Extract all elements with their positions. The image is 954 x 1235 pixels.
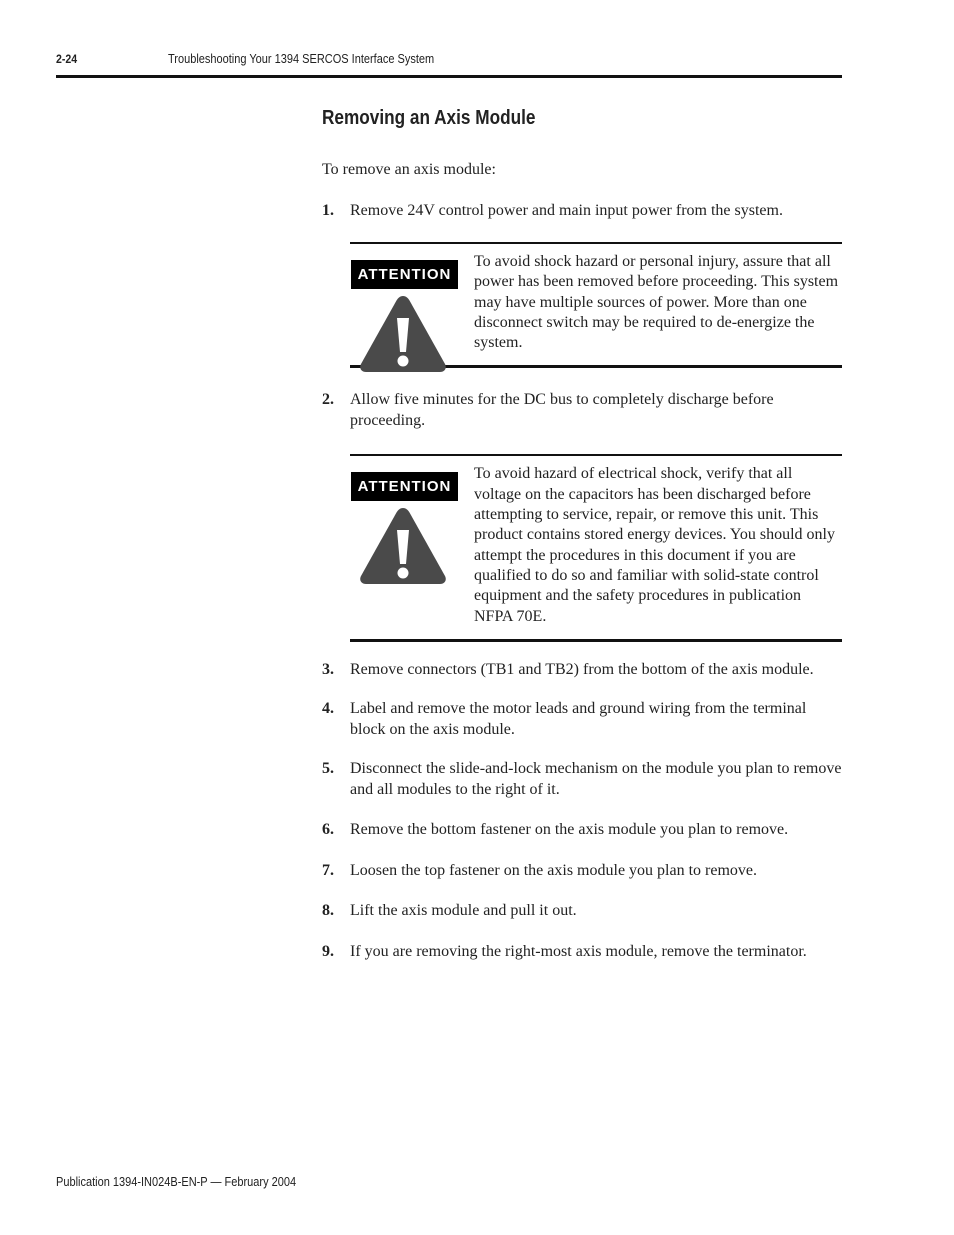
page-number: 2-24: [56, 52, 78, 66]
step-1: [322, 201, 842, 222]
step-text: Allow five minutes for the DC bus to completely discharge before proceeding.: [350, 391, 774, 429]
step-number: 3.: [322, 660, 334, 678]
main-content: [322, 106, 842, 962]
step-text: Label and remove the motor leads and ground wiring from the terminal block on the axis module.: [350, 700, 807, 738]
step-number: 6.: [322, 821, 334, 839]
step-text: Lift the axis module and pull it out.: [350, 902, 577, 920]
step-9: [322, 942, 842, 963]
step-number: 7.: [322, 861, 334, 879]
step-number: 1.: [322, 201, 334, 219]
step-number: 2.: [322, 391, 334, 409]
step-number: 4.: [322, 700, 334, 718]
intro-text: To remove an axis module:: [322, 161, 496, 178]
header-title: Troubleshooting Your 1394 SERCOS Interface System: [168, 52, 435, 66]
warning-exclamation-icon: [358, 292, 448, 376]
step-text: Loosen the top fastener on the axis module you plan to remove.: [350, 861, 758, 879]
step-number: 9.: [322, 942, 334, 960]
step-text: Remove 24V control power and main input power from the system.: [350, 201, 783, 219]
attention-label: ATTENTION: [351, 472, 458, 501]
attention-text: To avoid shock hazard or personal injury, assure that all power has been removed before proceeding. This system may have multiple sources of power. More than one disconnect switch may be required to de-energize the system.: [474, 253, 839, 352]
warning-exclamation-icon: [358, 504, 448, 588]
step-7: [322, 861, 842, 882]
step-number: 5.: [322, 760, 334, 778]
attention-box-1: [350, 242, 842, 368]
step-8: [322, 901, 842, 922]
step-text: Remove the bottom fastener on the axis module you plan to remove.: [350, 821, 789, 839]
step-number: 8.: [322, 902, 334, 920]
step-5: [322, 759, 842, 800]
step-text: If you are removing the right-most axis module, remove the terminator.: [350, 942, 807, 960]
step-6: [322, 820, 842, 841]
step-4: [322, 699, 842, 740]
attention-label: ATTENTION: [351, 260, 458, 289]
step-3: [322, 660, 842, 681]
page-header: [56, 52, 842, 78]
step-text: Remove connectors (TB1 and TB2) from the bottom of the axis module.: [350, 660, 814, 678]
attention-text: To avoid hazard of electrical shock, verify that all voltage on the capacitors has been discharged before attempting to service, repair, or remove this unit. This product contains stored energy devices. You should only attempt the procedures in this document if you are qualified to do so and familiar with solid-state control equipment and the safety procedures in publication NFPA 70E.: [474, 465, 835, 625]
step-2: [322, 390, 842, 431]
step-text: Disconnect the slide-and-lock mechanism on the module you plan to remove and all modules to the right of it.: [350, 760, 842, 798]
page-footer: Publication 1394-IN024B-EN-P — February 2004: [56, 1175, 297, 1189]
section-title: Removing an Axis Module: [322, 107, 536, 129]
attention-box-2: [350, 454, 842, 641]
